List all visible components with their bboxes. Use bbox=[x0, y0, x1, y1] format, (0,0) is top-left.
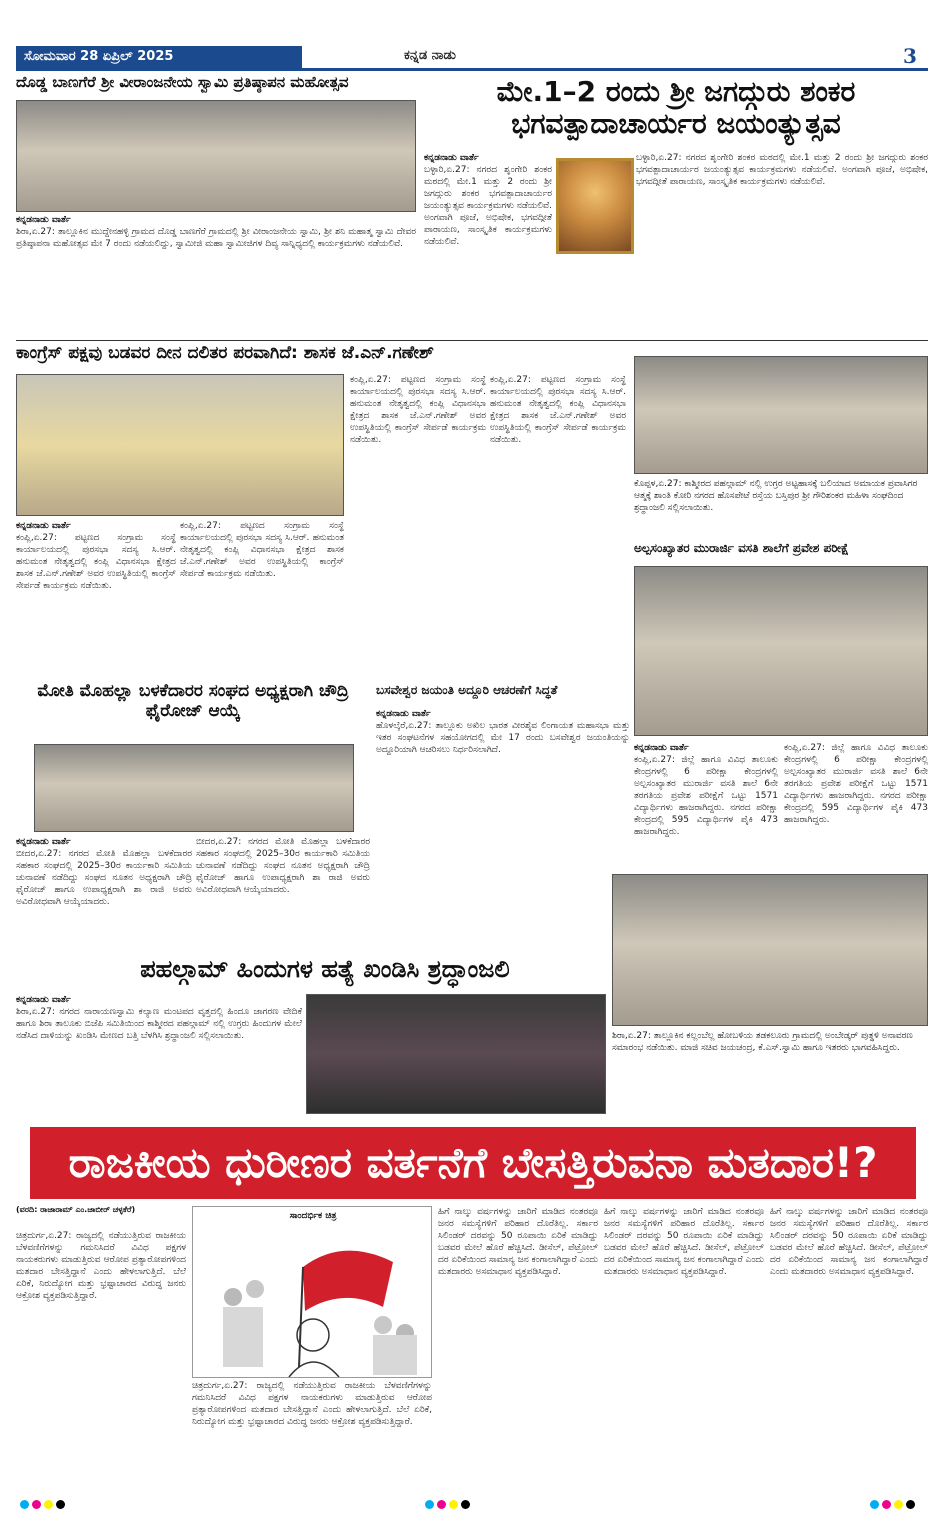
article-3-body-col2: ಕಂಪ್ಲಿ,ಏ.27: ಪಟ್ಟಣದ ಸಂಗ್ರಾಮ ಸಂಸ್ಥೆ ಕಾರ್ಯಾಲಯದಲ್ಲಿ ಪುರಸಭಾ ಸದಸ್ಯ ಸಿ.ಆರ್. ಹನುಮಂತ ನೇತೃತ್ವದಲ್ಲಿ ಕಂಪ್ಲಿ ವಿಧಾನಸಭಾ ಕ್ಷೇತ್ರದ ಶಾಸಕ ಜೆ.ಎನ್.ಗಣೇಶ್ ಅವರ ಉಪಸ್ಥಿತಿಯಲ್ಲಿ ಕಾಂಗ್ರೆಸ್ ಸೇರ್ಪಡೆ ಕಾರ್ಯಕ್ರಮ ನಡೆಯಿತು. bbox=[180, 521, 344, 579]
top-rule bbox=[16, 68, 928, 71]
article-8-body: ಶಿರಾ,ಏ.27: ನಗರದ ನಾರಾಯಣಸ್ವಾಮಿ ಕಲ್ಯಾಣ ಮಂಟಪದ ವೃತ್ತದಲ್ಲಿ ಹಿಂದೂ ಜಾಗರಣ ವೇದಿಕೆ ಹಾಗೂ ಶಿರಾ ತಾಲೂಕು ಬಿಜೆಪಿ ಸಮಿತಿಯಿಂದ ಕಾಶ್ಮೀರದ ಪಹಲ್ಗಾಮ್ ನಲ್ಲಿ ಉಗ್ರರು ಹಿಂದುಗಳ ಮೇಲೆ ನಡೆಸಿದ ದಾಳಿಯನ್ನು ಖಂಡಿಸಿ ಮೇಣದ ಬತ್ತಿ ಬೆಳಗಿಸಿ ಶ್ರದ್ಧಾಂಜಲಿ ಸಲ್ಲಿಸಲಾಯಿತು. bbox=[16, 1007, 302, 1041]
yellow-dot-icon bbox=[44, 1500, 53, 1509]
article-10-byline: (ವರದಿ: ರಾಜಾರಾಮ್ ಎಂ.ಜಾಬೀರ್ ಚಳ್ಳಕೆರೆ) bbox=[16, 1205, 136, 1214]
yellow-dot-icon bbox=[449, 1500, 458, 1509]
article-4-caption: ಕೊಪ್ಪಳ,ಏ.27: ಕಾಶ್ಮೀರದ ಪಹಲ್ಗಾಮ್ ನಲ್ಲಿ ಉಗ್ರರ ಅಟ್ಟಹಾಸಕ್ಕೆ ಬಲಿಯಾದ ಅಮಾಯಕ ಪ್ರವಾಸಿಗರ ಆತ್ಮಕ್ಕೆ ಶಾಂತಿ ಕೋರಿ ನಗರದ ಹೊಸಪೇಟೆ ರಸ್ತೆಯ ಬಸ್ತಿಪುರ ಶ್ರೀ ಗೌರಿಶಂಕರ ಮಹಿಳಾ ಸಂಘದಿಂದ ಶ್ರದ್ಧಾಂಜಲಿ ಸಲ್ಲಿಸಲಾಯಿತು. bbox=[634, 479, 918, 513]
paper-name: ಕನ್ನಡ ನಾಡು bbox=[404, 48, 456, 63]
footer-registration-marks-center bbox=[425, 1494, 473, 1504]
article-1-headline: ದೊಡ್ಡ ಬಾಣಗೆರೆ ಶ್ರೀ ವೀರಾಂಜನೇಯ ಸ್ವಾಮಿ ಪ್ರತಿಷ್ಠಾಪನ ಮಹೋತ್ಸವ bbox=[16, 74, 349, 91]
magenta-dot-icon bbox=[437, 1500, 446, 1509]
article-7-dateline: ಕನ್ನಡನಾಡು ವಾರ್ತೆ bbox=[376, 709, 431, 719]
article-3-body: ಕಂಪ್ಲಿ,ಏ.27: ಪಟ್ಟಣದ ಸಂಗ್ರಾಮ ಸಂಸ್ಥೆ ಕಾರ್ಯಾಲಯದಲ್ಲಿ ಪುರಸಭಾ ಸದಸ್ಯ ಸಿ.ಆರ್. ಹನುಮಂತ ನೇತೃತ್ವದಲ್ಲಿ ಕಂಪ್ಲಿ ವಿಧಾನಸಭಾ ಕ್ಷೇತ್ರದ ಶಾಸಕ ಜೆ.ಎನ್.ಗಣೇಶ್ ಅವರ ಉಪಸ್ಥಿತಿಯಲ್ಲಿ ಕಾಂಗ್ರೆಸ್ ಸೇರ್ಪಡೆ ಕಾರ್ಯಕ್ರಮ ನಡೆಯಿತು. bbox=[16, 533, 176, 591]
article-8-headline: ಪಹಲ್ಗಾಮ್ ಹಿಂದುಗಳ ಹತ್ಯೆ ಖಂಡಿಸಿ ಶ್ರದ್ಧಾಂಜಲಿ bbox=[140, 956, 510, 983]
black-dot-icon bbox=[906, 1500, 915, 1509]
yellow-dot-icon bbox=[894, 1500, 903, 1509]
article-1-body: ಶಿರಾ,ಏ.27: ತಾಲ್ಲೂಕಿನ ಮುದ್ದೇನಹಳ್ಳಿ ಗ್ರಾಮದ ದೊಡ್ಡ ಬಾಣಗೆರೆ ಗ್ರಾಮದಲ್ಲಿ ಶ್ರೀ ವೀರಾಂಜನೇಯ ಸ್ವಾಮಿ, ಶ್ರೀ ಶನಿ ಮಹಾತ್ಮ ಸ್ವಾಮಿ ದೇವರ ಪ್ರತಿಷ್ಠಾಪನಾ ಮಹೋತ್ಸವ ಮೇ 7 ರಂದು ನಡೆಯಲಿದ್ದು, ಸ್ವಾಮೀಜಿ ಮಹಾ ಸ್ವಾಮೀಜಿಗಳ ದಿವ್ಯ ಸಾನ್ನಿಧ್ಯದಲ್ಲಿ ಕಾರ್ಯಕ್ರಮಗಳು ನಡೆಯಲಿವೆ. bbox=[16, 227, 416, 249]
article-8-dateline: ಕನ್ನಡನಾಡು ವಾರ್ತೆ bbox=[16, 995, 71, 1005]
article-10-body-left: ಚಿತ್ರದುರ್ಗ,ಏ.27: ರಾಜ್ಯದಲ್ಲಿ ನಡೆಯುತ್ತಿರುವ ರಾಜಕೀಯ ಬೆಳವಣಿಗೆಗಳನ್ನು ಗಮನಿಸಿದರೆ ವಿವಿಧ ಪಕ್ಷಗಳ ನಾಯಕರುಗಳು ಮಾಡುತ್ತಿರುವ ಆರೋಪ ಪ್ರತ್ಯಾರೋಪಗಳಿಂದ ಮತದಾರ ಬೇಸತ್ತಿದ್ದಾನೆ ಎಂದು ಹೇಳಲಾಗುತ್ತಿದೆ. ಬೆಲೆ ಏರಿಕೆ, ನಿರುದ್ಯೋಗ ಮತ್ತು ಭ್ರಷ್ಟಾಚಾರದ ವಿರುದ್ಧ ಜನರು ಆಕ್ರೋಶ ವ್ಯಕ್ತಪಡಿಸುತ್ತಿದ್ದಾರೆ. bbox=[16, 1231, 186, 1301]
article-2-dateline: ಕನ್ನಡನಾಡು ವಾರ್ತೆ bbox=[424, 153, 479, 163]
article-5-headline: ಅಲ್ಪಸಂಖ್ಯಾತರ ಮುರಾರ್ಜಿ ವಸತಿ ಶಾಲೆಗೆ ಪ್ರವೇಶ ಪರೀಕ್ಷೆ bbox=[634, 542, 849, 555]
article-3-dateline: ಕನ್ನಡನಾಡು ವಾರ್ತೆ bbox=[16, 521, 71, 531]
footer-registration-marks-left bbox=[20, 1494, 68, 1504]
magenta-dot-icon bbox=[882, 1500, 891, 1509]
article-9-photo bbox=[612, 874, 928, 1026]
cyan-dot-icon bbox=[870, 1500, 879, 1509]
article-2-headline: ಮೇ.1–2 ರಂದು ಶ್ರೀ ಜಗದ್ಗುರು ಶಂಕರ ಭಗವತ್ಪಾದಾಚಾರ್ಯರ ಜಯಂತ್ಯುತ್ಸವ bbox=[496, 76, 856, 141]
article-10-body-right-col2: ಹಿಗೆ ನಾಲ್ಕು ವರ್ಷಗಳನ್ನು ಜಾರಿಗೆ ಮಾಡಿದ ನಂತರವೂ ಜನರ ಸಮಸ್ಯೆಗಳಿಗೆ ಪರಿಹಾರ ದೊರೆತಿಲ್ಲ. ಸರ್ಕಾರ ಸಿಲಿಂಡರ್ ದರವನ್ನು 50 ರೂಪಾಯಿ ಏರಿಕೆ ಮಾಡಿದ್ದು ಬಡವರ ಮೇಲೆ ಹೊರೆ ಹೆಚ್ಚಿಸಿದೆ. ಡೀಸೆಲ್, ಪೆಟ್ರೋಲ್ ದರ ಏರಿಕೆಯಿಂದ ಸಾಮಾನ್ಯ ಜನ ಕಂಗಾಲಾಗಿದ್ದಾರೆ ಎಂದು ಮತದಾರರು ಅಸಮಾಧಾನ ವ್ಯಕ್ತಪಡಿಸಿದ್ದಾರೆ. bbox=[604, 1207, 764, 1277]
article-3-headline: ಕಾಂಗ್ರೆಸ್ ಪಕ್ಷವು ಬಡವರ ದೀನ ದಲಿತರ ಪರವಾಗಿದೆ: ಶಾಸಕ ಜೆ.ಎನ್.ಗಣೇಶ್ bbox=[16, 344, 434, 363]
black-dot-icon bbox=[56, 1500, 65, 1509]
article-7-headline: ಬಸವೇಶ್ವರ ಜಯಂತಿ ಅದ್ದೂರಿ ಆಚರಣೆಗೆ ಸಿದ್ಧತೆ bbox=[376, 684, 558, 697]
article-6-body: ಬೀದರ,ಏ.27: ನಗರದ ಮೋತಿ ಮೊಹಲ್ಲಾ ಬಳಕೆದಾರರ ಸಹಕಾರ ಸಂಘದಲ್ಲಿ 2025–30ರ ಕಾರ್ಯಕಾರಿ ಸಮಿತಿಯ ಚುನಾವಣೆ ನಡೆದಿದ್ದು ಸಂಘದ ನೂತನ ಅಧ್ಯಕ್ಷರಾಗಿ ಚೌದ್ರಿ ಫೈರೋಜ್ ಹಾಗೂ ಉಪಾಧ್ಯಕ್ಷರಾಗಿ ಶಾ ರಾಜಿ ಅವರು ಅವಿರೋಧವಾಗಿ ಆಯ್ಕೆಯಾದರು. bbox=[16, 849, 192, 907]
article-6-body-col2: ಬೀದರ,ಏ.27: ನಗರದ ಮೋತಿ ಮೊಹಲ್ಲಾ ಬಳಕೆದಾರರ ಸಹಕಾರ ಸಂಘದಲ್ಲಿ 2025–30ರ ಕಾರ್ಯಕಾರಿ ಸಮಿತಿಯ ಚುನಾವಣೆ ನಡೆದಿದ್ದು ಸಂಘದ ನೂತನ ಅಧ್ಯಕ್ಷರಾಗಿ ಚೌದ್ರಿ ಫೈರೋಜ್ ಹಾಗೂ ಉಪಾಧ್ಯಕ್ಷರಾಗಿ ಶಾ ರಾಜಿ ಅವರು ಅವಿರೋಧವಾಗಿ ಆಯ್ಕೆಯಾದರು. bbox=[196, 837, 370, 895]
article-2-body: ಬಳ್ಳಾರಿ,ಏ.27: ನಗರದ ಶೃಂಗೇರಿ ಶಂಕರ ಮಠದಲ್ಲಿ ಮೇ.1 ಮತ್ತು 2 ರಂದು ಶ್ರೀ ಜಗದ್ಗುರು ಶಂಕರ ಭಗವತ್ಪಾದಾಚಾರ್ಯರ ಜಯಂತ್ಯುತ್ಸವ ಕಾರ್ಯಕ್ರಮಗಳು ನಡೆಯಲಿವೆ. ಅಂಗವಾಗಿ ಪೂಜೆ, ಅಭಿಷೇಕ, ಭಗವದ್ಗೀತೆ ಪಾರಾಯಣ, ಸಾಂಸ್ಕೃತಿಕ ಕಾರ್ಯಕ್ರಮಗಳು ನಡೆಯಲಿವೆ. bbox=[424, 165, 552, 247]
article-4-photo bbox=[634, 356, 928, 474]
article-1-dateline: ಕನ್ನಡನಾಡು ವಾರ್ತೆ bbox=[16, 215, 71, 225]
divider bbox=[16, 340, 928, 341]
cyan-dot-icon bbox=[425, 1500, 434, 1509]
article-3-photo bbox=[16, 374, 344, 516]
article-10-body-right: ಹಿಗೆ ನಾಲ್ಕು ವರ್ಷಗಳನ್ನು ಜಾರಿಗೆ ಮಾಡಿದ ನಂತರವೂ ಜನರ ಸಮಸ್ಯೆಗಳಿಗೆ ಪರಿಹಾರ ದೊರೆತಿಲ್ಲ. ಸರ್ಕಾರ ಸಿಲಿಂಡರ್ ದರವನ್ನು 50 ರೂಪಾಯಿ ಏರಿಕೆ ಮಾಡಿದ್ದು ಬಡವರ ಮೇಲೆ ಹೊರೆ ಹೆಚ್ಚಿಸಿದೆ. ಡೀಸೆಲ್, ಪೆಟ್ರೋಲ್ ದರ ಏರಿಕೆಯಿಂದ ಸಾಮಾನ್ಯ ಜನ ಕಂಗಾಲಾಗಿದ್ದಾರೆ ಎಂದು ಮತದಾರರು ಅಸಮಾಧಾನ ವ್ಯಕ್ತಪಡಿಸಿದ್ದಾರೆ. bbox=[438, 1207, 598, 1277]
article-7-body: ಹೊಳಲ್ಕೆರೆ,ಏ.27: ತಾಲ್ಲೂಕು ಅಖಿಲ ಭಾರತ ವೀರಶೈವ ಲಿಂಗಾಯತ ಮಹಾಸಭಾ ಮತ್ತು ಇತರ ಸಂಘಟನೆಗಳ ಸಹಯೋಗದಲ್ಲಿ ಮೇ 17 ರಂದು ಬಸವೇಶ್ವರ ಜಯಂತಿಯನ್ನು ಅದ್ದೂರಿಯಾಗಿ ಆಚರಿಸಲು ನಿರ್ಧರಿಸಲಾಗಿದೆ. bbox=[376, 721, 630, 755]
article-5-dateline: ಕನ್ನಡನಾಡು ವಾರ್ತೆ bbox=[634, 743, 689, 753]
article-1-photo bbox=[16, 100, 416, 212]
article-6-dateline: ಕನ್ನಡನಾಡು ವಾರ್ತೆ bbox=[16, 837, 71, 847]
article-10-image-label: ಸಾಂದರ್ಭಿಕ ಚಿತ್ರ bbox=[253, 1211, 373, 1225]
article-3-body-col3: ಕಂಪ್ಲಿ,ಏ.27: ಪಟ್ಟಣದ ಸಂಗ್ರಾಮ ಸಂಸ್ಥೆ ಕಾರ್ಯಾಲಯದಲ್ಲಿ ಪುರಸಭಾ ಸದಸ್ಯ ಸಿ.ಆರ್. ಹನುಮಂತ ನೇತೃತ್ವದಲ್ಲಿ ಕಂಪ್ಲಿ ವಿಧಾನಸಭಾ ಕ್ಷೇತ್ರದ ಶಾಸಕ ಜೆ.ಎನ್.ಗಣೇಶ್ ಅವರ ಉಪಸ್ಥಿತಿಯಲ್ಲಿ ಕಾಂಗ್ರೆಸ್ ಸೇರ್ಪಡೆ ಕಾರ್ಯಕ್ರಮ ನಡೆಯಿತು. bbox=[350, 375, 486, 445]
article-8-photo bbox=[306, 994, 606, 1114]
article-9-caption: ಶಿರಾ,ಏ.27: ತಾಲ್ಲೂಕಿನ ಕಲ್ಲಂಬೆಲ್ಲ ಹೋಬಳಿಯ ತಡಕಲೂರು ಗ್ರಾಮದಲ್ಲಿ ಅಂಬೇಡ್ಕರ್ ಪುತ್ಥಳಿ ಅನಾವರಣ ಸಮಾರಂಭ ನಡೆಯಿತು. ಮಾಜಿ ಸಚಿವ ಜಯಚಂದ್ರ, ಕೆ.ಎಸ್.ಸ್ವಾಮಿ ಹಾಗೂ ಇತರರು ಭಾಗವಹಿಸಿದ್ದರು. bbox=[612, 1031, 913, 1053]
article-6-headline: ಮೋತಿ ಮೊಹಲ್ಲಾ ಬಳಕೆದಾರರ ಸಂಘದ ಅಧ್ಯಕ್ಷರಾಗಿ ಚೌದ್ರಿ ಫೈರೋಜ್ ಆಯ್ಕೆ bbox=[37, 682, 349, 721]
page-number: 3 bbox=[894, 44, 926, 70]
article-5-body: ಕಂಪ್ಲಿ,ಏ.27: ಜಿಲ್ಲೆ ಹಾಗೂ ವಿವಿಧ ತಾಲೂಕು ಕೇಂದ್ರಗಳಲ್ಲಿ 6 ಪರೀಕ್ಷಾ ಕೇಂದ್ರಗಳಲ್ಲಿ ಅಲ್ಪಸಂಖ್ಯಾತರ ಮುರಾರ್ಜಿ ವಸತಿ ಶಾಲೆ 6ನೇ ತರಗತಿಯ ಪ್ರವೇಶ ಪರೀಕ್ಷೆಗೆ ಒಟ್ಟು 1571 ವಿದ್ಯಾರ್ಥಿಗಳು ಹಾಜರಾಗಿದ್ದರು. ನಗರದ ಪರೀಕ್ಷಾ ಕೇಂದ್ರದಲ್ಲಿ 595 ವಿದ್ಯಾರ್ಥಿಗಳ ಪೈಕಿ 473 ಹಾಜರಾಗಿದ್ದರು. bbox=[634, 755, 778, 837]
protest-sketch-icon bbox=[193, 1207, 431, 1377]
magenta-dot-icon bbox=[32, 1500, 41, 1509]
article-10-illustration bbox=[192, 1206, 432, 1378]
article-5-photo bbox=[634, 566, 928, 736]
article-10-banner: ರಾಜಕೀಯ ಧುರೀಣರ ವರ್ತನೆಗೆ ಬೇಸತ್ತಿರುವನಾ ಮತದಾರ!? bbox=[30, 1127, 916, 1199]
footer-registration-marks-right bbox=[870, 1494, 918, 1504]
article-10-body-right-col3: ಹಿಗೆ ನಾಲ್ಕು ವರ್ಷಗಳನ್ನು ಜಾರಿಗೆ ಮಾಡಿದ ನಂತರವೂ ಜನರ ಸಮಸ್ಯೆಗಳಿಗೆ ಪರಿಹಾರ ದೊರೆತಿಲ್ಲ. ಸರ್ಕಾರ ಸಿಲಿಂಡರ್ ದರವನ್ನು 50 ರೂಪಾಯಿ ಏರಿಕೆ ಮಾಡಿದ್ದು ಬಡವರ ಮೇಲೆ ಹೊರೆ ಹೆಚ್ಚಿಸಿದೆ. ಡೀಸೆಲ್, ಪೆಟ್ರೋಲ್ ದರ ಏರಿಕೆಯಿಂದ ಸಾಮಾನ್ಯ ಜನ ಕಂಗಾಲಾಗಿದ್ದಾರೆ ಎಂದು ಮತದಾರರು ಅಸಮಾಧಾನ ವ್ಯಕ್ತಪಡಿಸಿದ್ದಾರೆ. bbox=[770, 1207, 928, 1277]
article-5-body-col2: ಕಂಪ್ಲಿ,ಏ.27: ಜಿಲ್ಲೆ ಹಾಗೂ ವಿವಿಧ ತಾಲೂಕು ಕೇಂದ್ರಗಳಲ್ಲಿ 6 ಪರೀಕ್ಷಾ ಕೇಂದ್ರಗಳಲ್ಲಿ ಅಲ್ಪಸಂಖ್ಯಾತರ ಮುರಾರ್ಜಿ ವಸತಿ ಶಾಲೆ 6ನೇ ತರಗತಿಯ ಪ್ರವೇಶ ಪರೀಕ್ಷೆಗೆ ಒಟ್ಟು 1571 ವಿದ್ಯಾರ್ಥಿಗಳು ಹಾಜರಾಗಿದ್ದರು. ನಗರದ ಪರೀಕ್ಷಾ ಕೇಂದ್ರದಲ್ಲಿ 595 ವಿದ್ಯಾರ್ಥಿಗಳ ಪೈಕಿ 473 ಹಾಜರಾಗಿದ್ದರು. bbox=[784, 743, 928, 825]
date-bar: ಸೋಮವಾರ 28 ಏಪ್ರಿಲ್ 2025 bbox=[16, 46, 302, 68]
article-3-body-col4: ಕಂಪ್ಲಿ,ಏ.27: ಪಟ್ಟಣದ ಸಂಗ್ರಾಮ ಸಂಸ್ಥೆ ಕಾರ್ಯಾಲಯದಲ್ಲಿ ಪುರಸಭಾ ಸದಸ್ಯ ಸಿ.ಆರ್. ಹನುಮಂತ ನೇತೃತ್ವದಲ್ಲಿ ಕಂಪ್ಲಿ ವಿಧಾನಸಭಾ ಕ್ಷೇತ್ರದ ಶಾಸಕ ಜೆ.ಎನ್.ಗಣೇಶ್ ಅವರ ಉಪಸ್ಥಿತಿಯಲ್ಲಿ ಕಾಂಗ್ರೆಸ್ ಸೇರ್ಪಡೆ ಕಾರ್ಯಕ್ರಮ ನಡೆಯಿತು. bbox=[490, 375, 626, 445]
article-2-portrait bbox=[556, 158, 634, 254]
article-2-body-cont: ಬಳ್ಳಾರಿ,ಏ.27: ನಗರದ ಶೃಂಗೇರಿ ಶಂಕರ ಮಠದಲ್ಲಿ ಮೇ.1 ಮತ್ತು 2 ರಂದು ಶ್ರೀ ಜಗದ್ಗುರು ಶಂಕರ ಭಗವತ್ಪಾದಾಚಾರ್ಯರ ಜಯಂತ್ಯುತ್ಸವ ಕಾರ್ಯಕ್ರಮಗಳು ನಡೆಯಲಿವೆ. ಅಂಗವಾಗಿ ಪೂಜೆ, ಅಭಿಷೇಕ, ಭಗವದ್ಗೀತೆ ಪಾರಾಯಣ, ಸಾಂಸ್ಕೃತಿಕ ಕಾರ್ಯಕ್ರಮಗಳು ನಡೆಯಲಿವೆ. bbox=[636, 153, 928, 187]
article-10-body-left-cont: ಚಿತ್ರದುರ್ಗ,ಏ.27: ರಾಜ್ಯದಲ್ಲಿ ನಡೆಯುತ್ತಿರುವ ರಾಜಕೀಯ ಬೆಳವಣಿಗೆಗಳನ್ನು ಗಮನಿಸಿದರೆ ವಿವಿಧ ಪಕ್ಷಗಳ ನಾಯಕರುಗಳು ಮಾಡುತ್ತಿರುವ ಆರೋಪ ಪ್ರತ್ಯಾರೋಪಗಳಿಂದ ಮತದಾರ ಬೇಸತ್ತಿದ್ದಾನೆ ಎಂದು ಹೇಳಲಾಗುತ್ತಿದೆ. ಬೆಲೆ ಏರಿಕೆ, ನಿರುದ್ಯೋಗ ಮತ್ತು ಭ್ರಷ್ಟಾಚಾರದ ವಿರುದ್ಧ ಜನರು ಆಕ್ರೋಶ ವ್ಯಕ್ತಪಡಿಸುತ್ತಿದ್ದಾರೆ. bbox=[192, 1381, 432, 1427]
article-6-photo bbox=[34, 744, 354, 832]
black-dot-icon bbox=[461, 1500, 470, 1509]
cyan-dot-icon bbox=[20, 1500, 29, 1509]
